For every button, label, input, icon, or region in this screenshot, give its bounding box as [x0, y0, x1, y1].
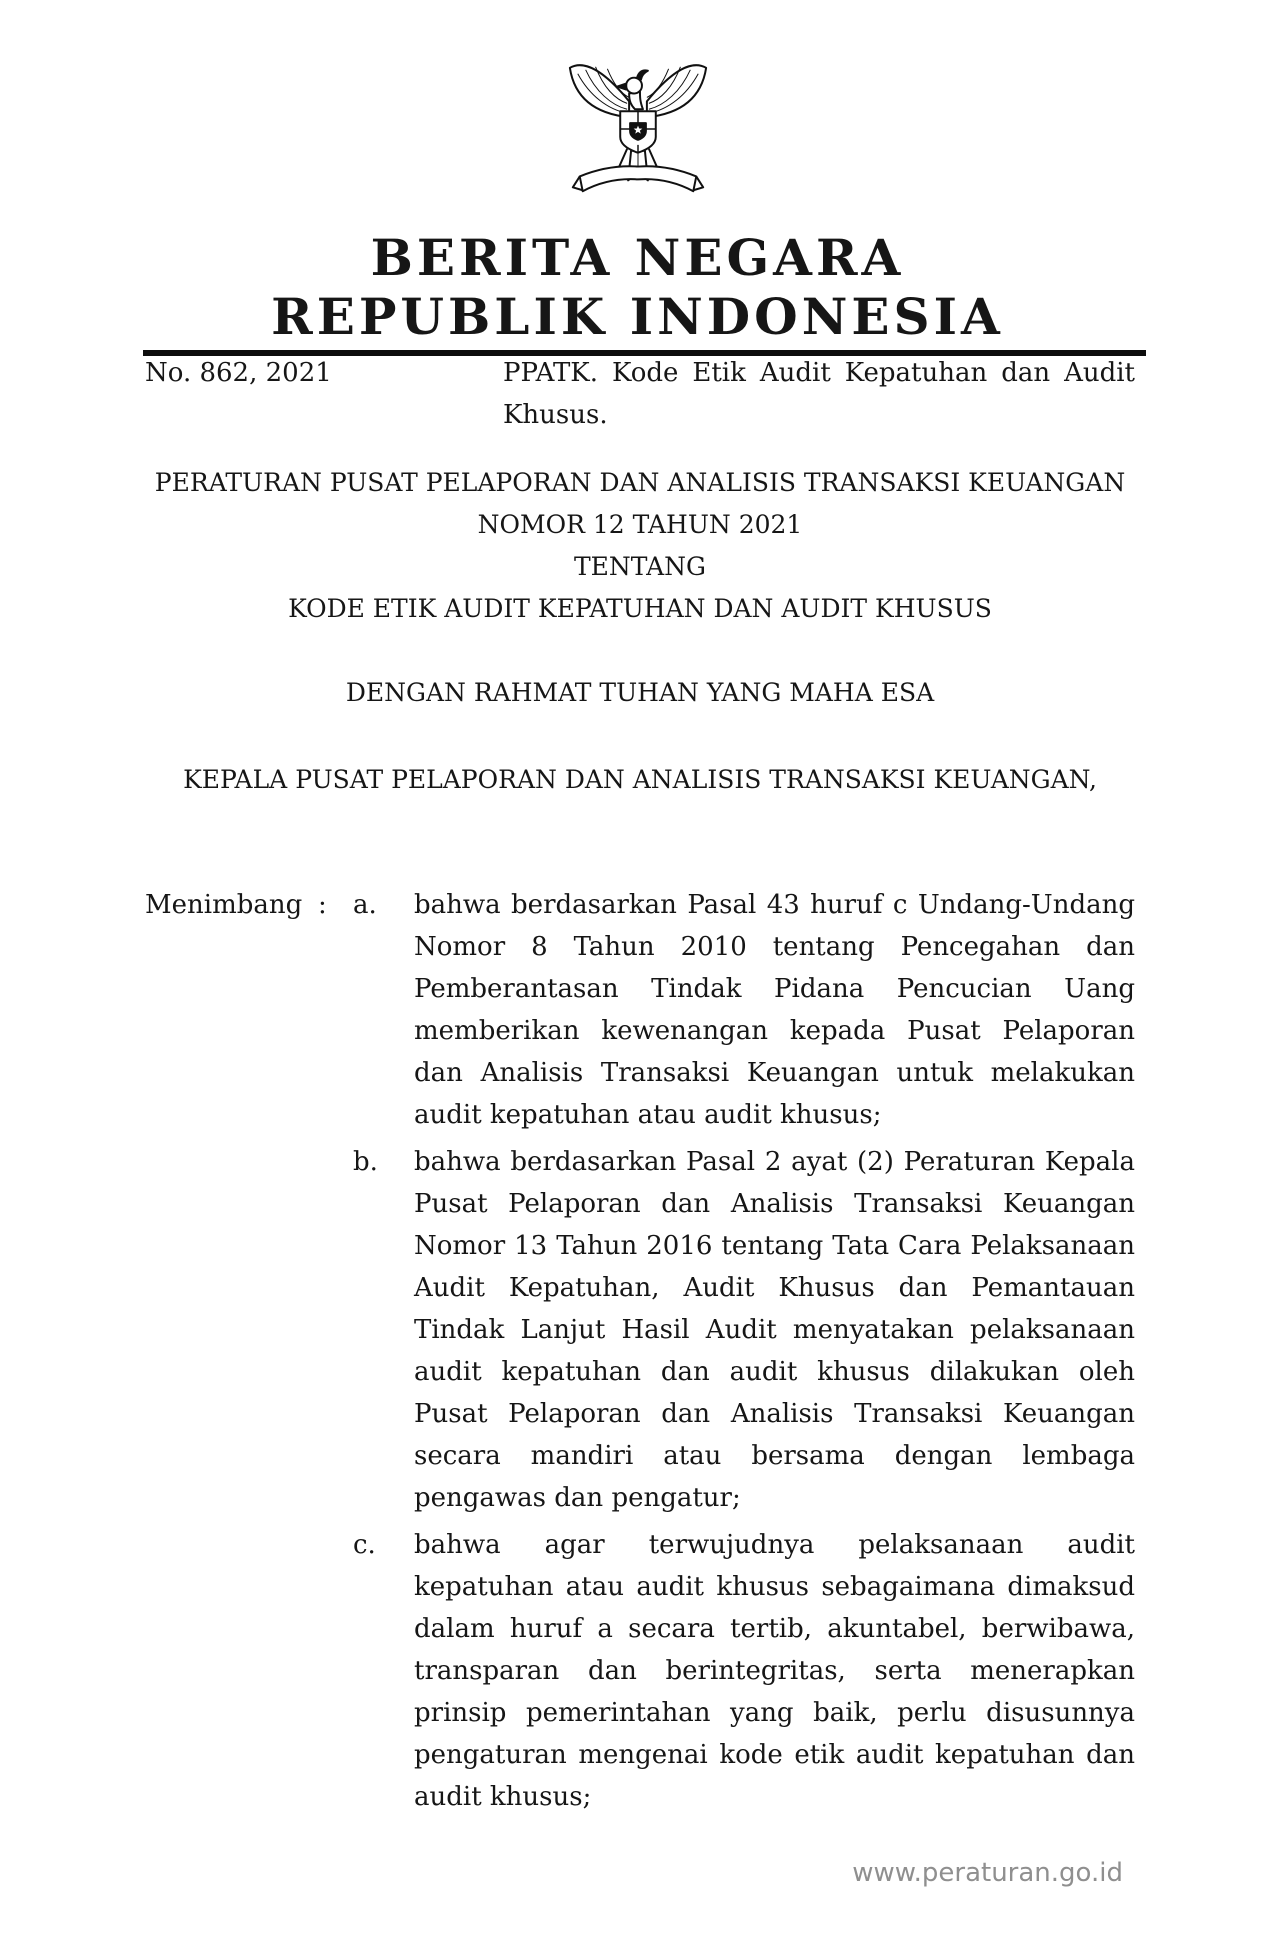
masthead-line-1: BERITA NEGARA — [370, 228, 905, 287]
consideration-item-text: bahwa berdasarkan Pasal 43 huruf c Undang-Undang Nomor 8 Tahun 2010 tentang Pencegahan dan Pemberantasan Tindak Pidana Pencucian Uang memberikan kewenangan kepada Pusat Pelaporan dan Analisis Transaksi Keuangan untuk melakukan audit kepatuhan atau audit khusus; — [414, 890, 1135, 1130]
consideration-item-marker: c. — [353, 1530, 376, 1560]
invocation-line: DENGAN RAHMAT TUHAN YANG MAHA ESA — [345, 678, 935, 707]
considerations-label: Menimbang — [145, 890, 303, 920]
consideration-item-marker: b. — [353, 1147, 378, 1177]
garuda-pancasila-emblem — [563, 52, 713, 210]
consideration-item-text: bahwa agar terwujudnya pelaksanaan audit kepatuhan atau audit khusus sebagaimana dimaksud dalam huruf a secara tertib, akuntabel, berwibawa, transparan dan berintegritas, serta menerapkan prinsip pemerintahan yang baik, perlu disusunnya pengaturan mengenai kode etik audit kepatuhan dan audit khusus; — [414, 1530, 1135, 1812]
considerations-section — [145, 884, 1135, 1818]
regulation-subject: KODE ETIK AUDIT KEPATUHAN DAN AUDIT KHUSUS — [288, 594, 992, 623]
gazette-subject: PPATK. Kode Etik Audit Kepatuhan dan Audit Khusus. — [503, 358, 1135, 430]
regulation-tentang: TENTANG — [573, 552, 706, 581]
peraturan-watermark: www.peraturan.go.id — [852, 1858, 1123, 1888]
regulation-number: NOMOR 12 TAHUN 2021 — [477, 510, 803, 539]
regulation-title-block — [145, 462, 1135, 630]
official-title-line: KEPALA PUSAT PELAPORAN DAN ANALISIS TRANSAKSI KEUANGAN, — [183, 765, 1097, 794]
docket-row — [145, 352, 1135, 436]
consideration-item-marker: a. — [353, 890, 377, 920]
considerations-separator: : — [318, 890, 327, 920]
consideration-item-text: bahwa berdasarkan Pasal 2 ayat (2) Peraturan Kepala Pusat Pelaporan dan Analisis Transaksi Keuangan Nomor 13 Tahun 2016 tentang Tata Cara Pelaksanaan Audit Kepatuhan, Audit Khusus dan Pemantauan Tindak Lanjut Hasil Audit menyatakan pelaksanaan audit kepatuhan dan audit khusus dilakukan oleh Pusat Pelaporan dan Analisis Transaksi Keuangan secara mandiri atau bersama dengan lembaga pengawas dan pengatur; — [414, 1147, 1135, 1513]
gazette-number: No. 862, 2021 — [145, 358, 332, 388]
regulation-issuer: PERATURAN PUSAT PELAPORAN DAN ANALISIS TRANSAKSI KEUANGAN — [154, 468, 1126, 497]
masthead-line-2: REPUBLIK INDONESIA — [271, 287, 1004, 346]
masthead-title — [0, 228, 1275, 346]
